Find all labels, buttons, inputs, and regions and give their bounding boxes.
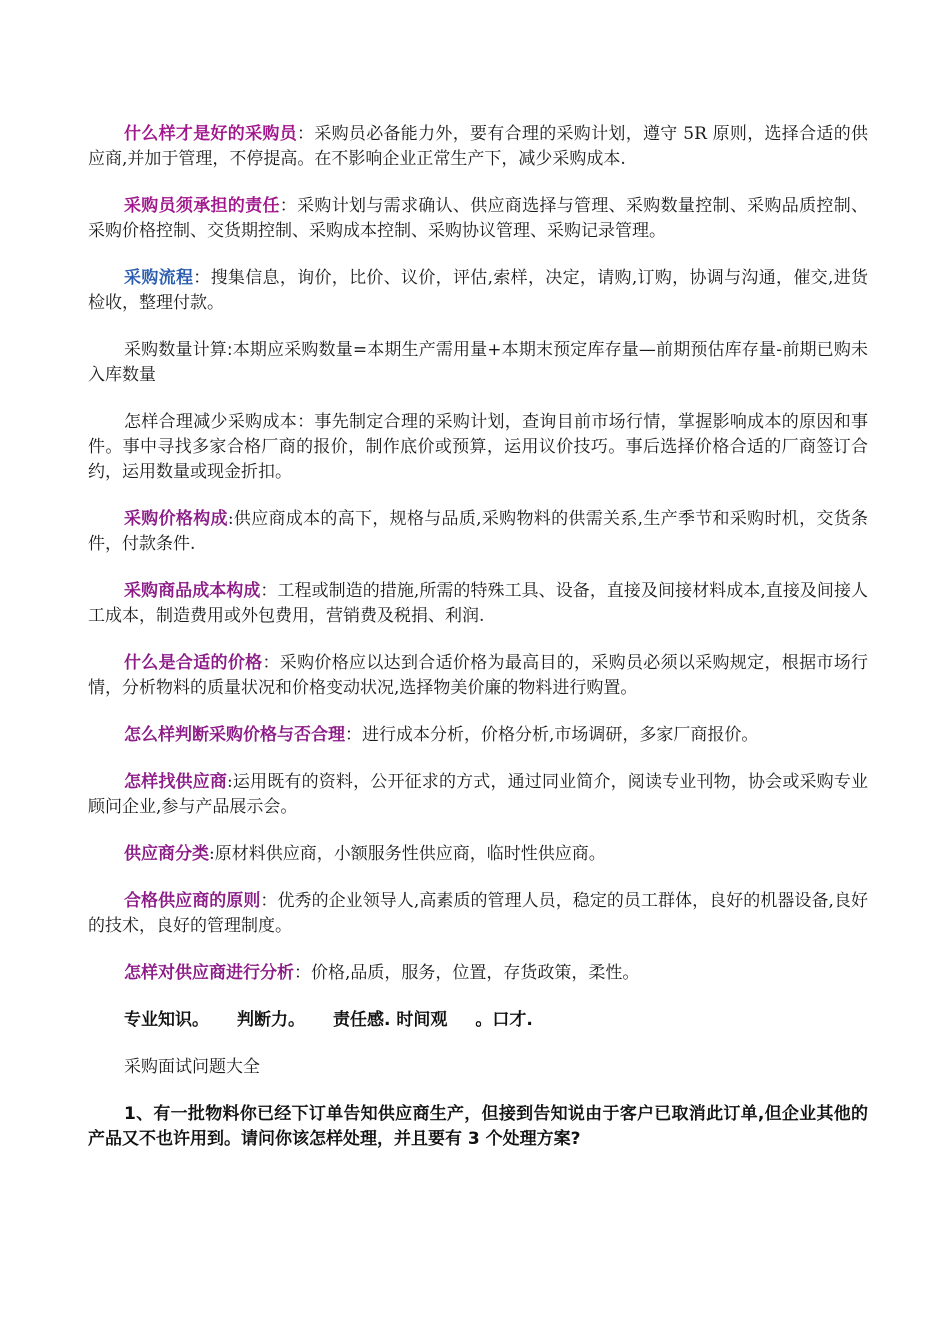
section-body: 运用既有的资料，公开征求的方式，通过同业简介，阅读专业刊物，协会或采购专业顾问企业,参与产品展示会。 bbox=[88, 772, 869, 817]
section-body: 采购数量计算:本期应采购数量=本期生产需用量+本期末预定库存量—前期预估库存量-前期已购未入库数量 bbox=[88, 340, 868, 385]
skills-line bbox=[88, 1008, 868, 1033]
section-body: 采购价格应以达到合适价格为最高目的，采购员必须以采购规定，根据市场行情，分析物料的质量状况和价格变动状况,选择物美价廉的物料进行购置。 bbox=[88, 653, 869, 698]
interview-title: 采购面试问题大全 bbox=[124, 1057, 260, 1077]
section-suitable-price bbox=[88, 651, 868, 701]
section-reduce-cost bbox=[88, 410, 868, 485]
section-body: 价格,品质，服务，位置，存货政策，柔性。 bbox=[311, 963, 640, 983]
section-body: 供应商成本的高下，规格与品质,采购物料的供需关系,生产季节和采购时机，交货条件，付款条件. bbox=[88, 509, 869, 554]
separator: ： bbox=[260, 891, 278, 911]
section-heading: 什么样才是好的采购员 bbox=[124, 124, 297, 144]
section-cost-composition bbox=[88, 579, 868, 629]
section-body: 采购员必备能力外，要有合理的采购计划，遵守 5R 原则，选择合适的供应商,并加于管理，不停提高。在不影响企业正常生产下，减少采购成本. bbox=[88, 124, 869, 169]
section-heading: 采购商品成本构成 bbox=[124, 581, 261, 601]
section-heading: 采购员须承担的责任 bbox=[124, 196, 280, 216]
section-price-composition bbox=[88, 507, 868, 557]
section-supplier-analysis bbox=[88, 961, 868, 986]
separator: ： bbox=[294, 963, 311, 983]
section-supplier-types bbox=[88, 842, 868, 867]
section-process bbox=[88, 266, 868, 316]
section-body: 原材料供应商，小额服务性供应商，临时性供应商。 bbox=[214, 844, 606, 864]
separator: ： bbox=[345, 725, 362, 745]
skill-item: 专业知识。 bbox=[124, 1010, 209, 1030]
separator: ： bbox=[297, 124, 315, 144]
section-body: 工程或制造的措施,所需的特殊工具、设备，直接及间接材料成本,直接及间接人工成本，制造费用或外包费用，营销费及税捐、利润. bbox=[88, 581, 869, 626]
skill-item: 判断力。 bbox=[237, 1010, 305, 1030]
separator: : bbox=[227, 509, 234, 529]
skill-item: 责任感. 时间观 bbox=[333, 1010, 448, 1030]
section-heading: 采购流程 bbox=[124, 268, 194, 288]
section-heading: 什么是合适的价格 bbox=[124, 653, 263, 673]
separator: : bbox=[209, 844, 215, 864]
section-heading: 合格供应商的原则 bbox=[124, 891, 261, 911]
section-body: 搜集信息，询价，比价、议价，评估,索样，决定，请购,订购，协调与沟通，催交,进货检收，整理付款。 bbox=[88, 268, 869, 313]
section-quantity-formula bbox=[88, 338, 868, 388]
skill-item: 。口才. bbox=[475, 1010, 533, 1030]
section-body: 采购计划与需求确认、供应商选择与管理、采购数量控制、采购品质控制、采购价格控制、交货期控制、采购成本控制、采购协议管理、采购记录管理。 bbox=[88, 196, 869, 241]
separator: : bbox=[227, 772, 233, 792]
section-heading: 怎么样判断采购价格与否合理 bbox=[124, 725, 345, 745]
separator: ： bbox=[262, 653, 280, 673]
separator: ： bbox=[193, 268, 211, 288]
section-judge-price bbox=[88, 723, 868, 748]
section-heading: 怎样找供应商 bbox=[124, 772, 228, 792]
section-buyer-responsibility bbox=[88, 194, 868, 244]
separator: ： bbox=[260, 581, 278, 601]
separator: ： bbox=[279, 196, 298, 216]
document-body bbox=[88, 122, 868, 1174]
section-heading: 采购价格构成 bbox=[124, 509, 228, 529]
section-qualified-supplier bbox=[88, 889, 868, 939]
section-good-buyer bbox=[88, 122, 868, 172]
section-heading: 供应商分类 bbox=[124, 844, 209, 864]
interview-question-1: 1、有一批物料你已经下订单告知供应商生产，但接到告知说由于客户已取消此订单,但企业其他的产品又不也许用到。请问你该怎样处理，并且要有 3 个处理方案? bbox=[88, 1104, 868, 1149]
section-heading: 怎样对供应商进行分析 bbox=[124, 963, 294, 983]
section-find-supplier bbox=[88, 770, 868, 820]
section-body: 优秀的企业领导人,高素质的管理人员，稳定的员工群体，良好的机器设备,良好的技术，良好的管理制度。 bbox=[88, 891, 869, 936]
section-body: 进行成本分析，价格分析,市场调研，多家厂商报价。 bbox=[362, 725, 759, 745]
section-body: 怎样合理减少采购成本：事先制定合理的采购计划，查询目前市场行情，掌握影响成本的原因和事件。事中寻找多家合格厂商的报价，制作底价或预算，运用议价技巧。事后选择价格合适的厂商签订合约，运用数量或现金折扣。 bbox=[88, 412, 868, 482]
